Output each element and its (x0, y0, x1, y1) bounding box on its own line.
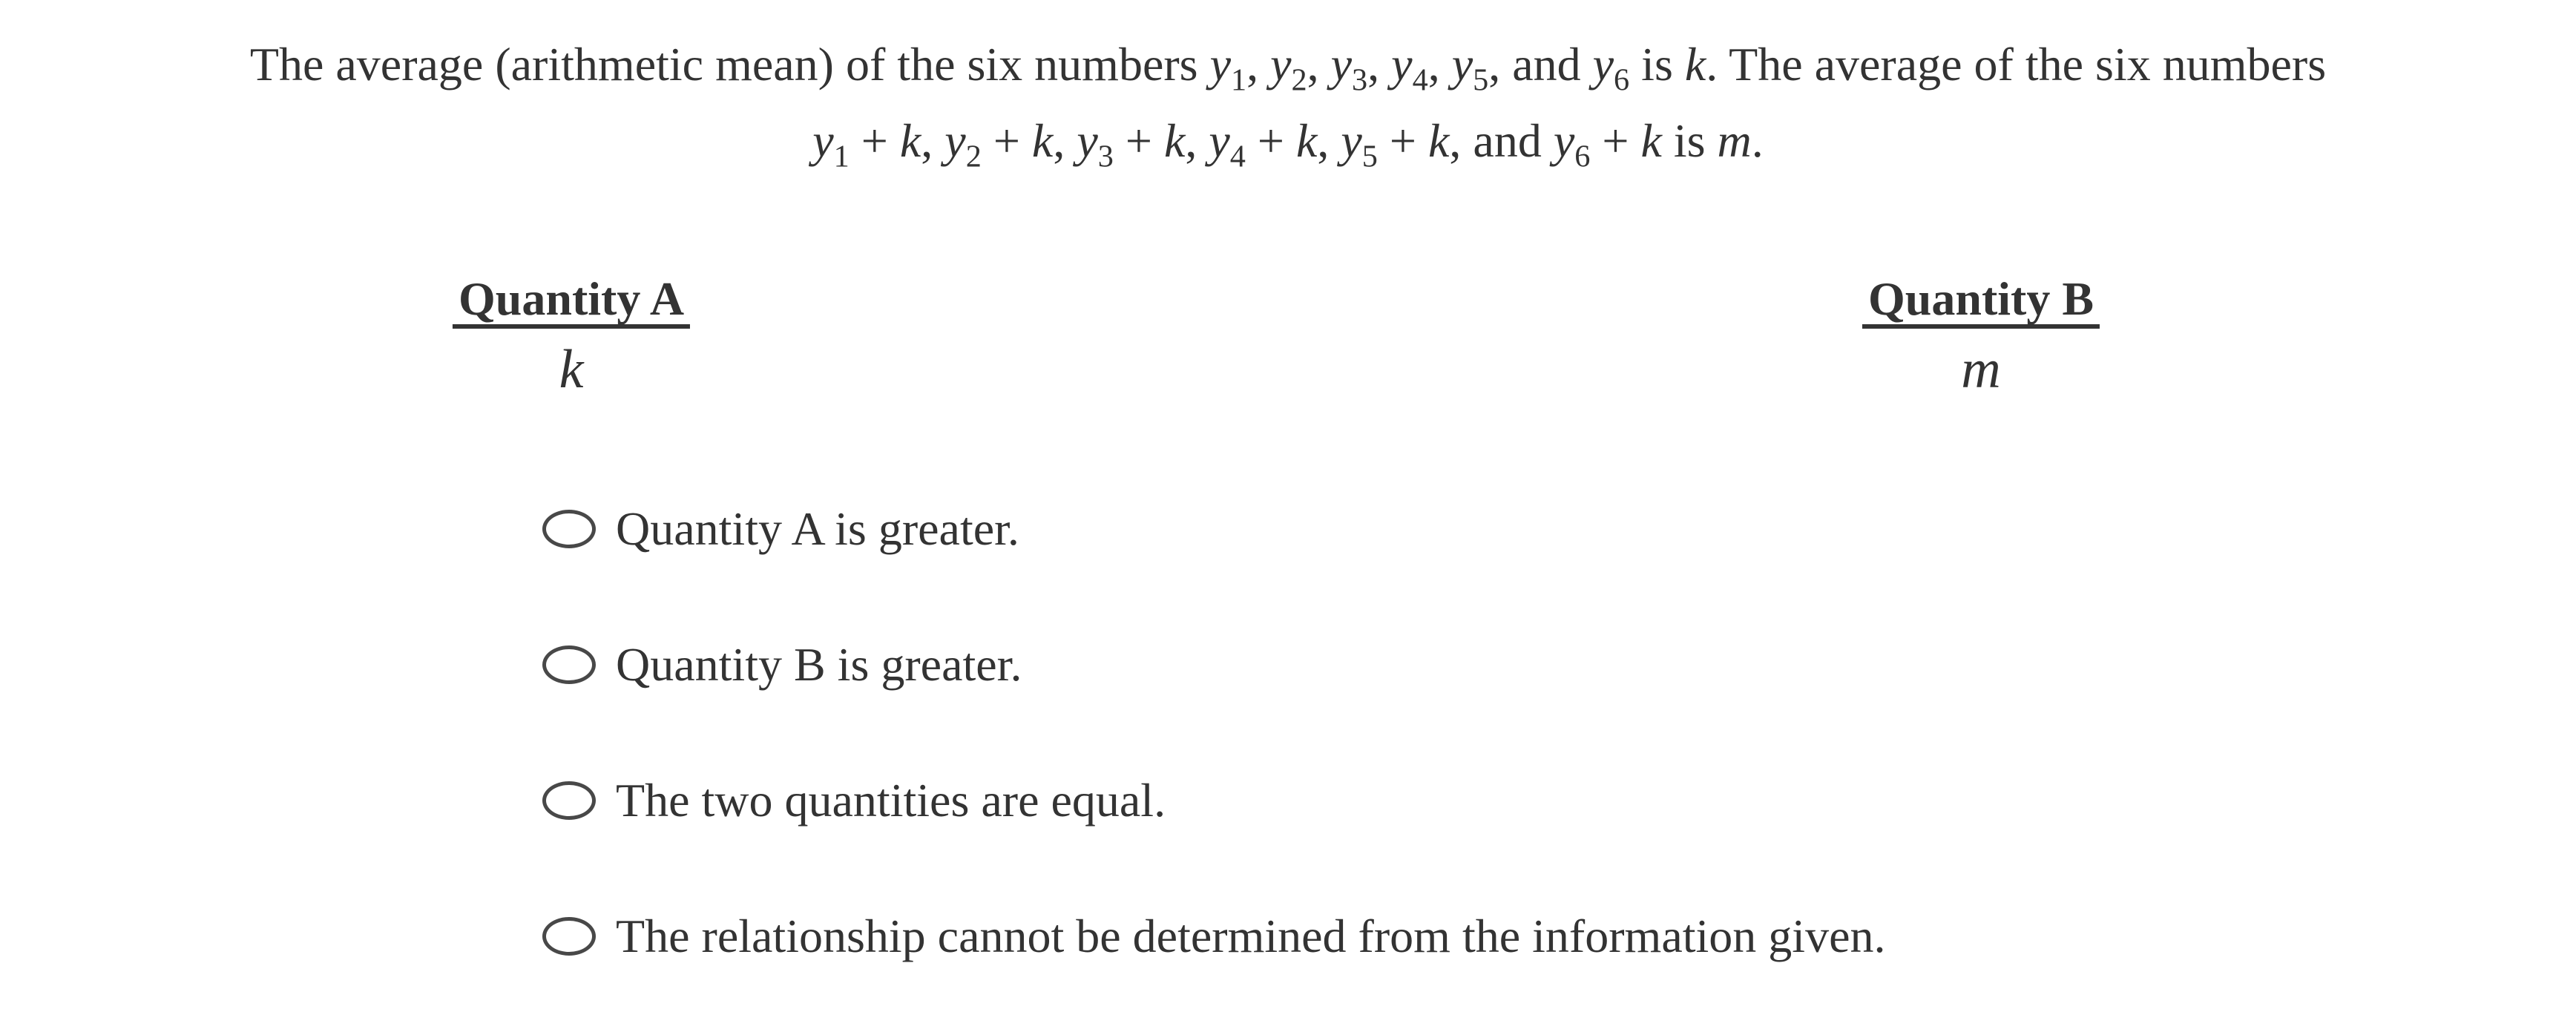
question-text-run: , (1427, 38, 1452, 91)
math-token: 1 (833, 139, 850, 174)
math-token: k (1428, 114, 1450, 167)
radio-button-icon[interactable] (542, 917, 596, 956)
answer-options (542, 502, 1885, 964)
question-text-run: + (849, 114, 900, 167)
math-token: y (1209, 38, 1231, 91)
question-text-run: , (1053, 114, 1077, 167)
math-token: 6 (1614, 62, 1630, 98)
math-token: k (1640, 114, 1662, 167)
question-stem-line-2 (0, 110, 2576, 188)
option-label: The two quantities are equal. (616, 774, 1166, 827)
math-token: y (944, 114, 966, 167)
option-label: Quantity A is greater. (616, 502, 1019, 555)
question-text-run: is (1629, 38, 1685, 91)
quantity-a-header: Quantity A (453, 275, 690, 329)
question-text-run: , (1246, 38, 1271, 91)
math-token: 4 (1229, 139, 1246, 174)
question-text-run: + (1113, 114, 1164, 167)
math-token: 1 (1230, 62, 1247, 98)
math-token: 3 (1097, 139, 1114, 174)
quantity-a-value: k (559, 339, 584, 400)
question-text-run: + (1245, 114, 1296, 167)
math-token: 2 (965, 139, 982, 174)
radio-button-icon[interactable] (542, 645, 596, 684)
math-token: y (1077, 114, 1098, 167)
option-row-quantity-b-greater[interactable] (542, 637, 1885, 692)
question-text-run: , and (1449, 114, 1554, 167)
option-row-cannot-determine[interactable] (542, 909, 1885, 964)
radio-button-icon[interactable] (542, 510, 596, 548)
question-stem-line-1 (0, 33, 2576, 112)
quantity-a-column (453, 272, 690, 400)
question-text-run: , (1317, 114, 1341, 167)
question-text-run: is (1661, 114, 1718, 167)
math-token: 4 (1412, 62, 1428, 98)
math-token: y (1391, 38, 1413, 91)
math-token: m (1717, 114, 1752, 167)
question-text-run: . (1751, 114, 1764, 167)
option-row-quantity-a-greater[interactable] (542, 502, 1885, 556)
question-text-run: . The average of the six numbers (1706, 38, 2327, 91)
question-text-run: , and (1488, 38, 1593, 91)
question-text-run: , (921, 114, 945, 167)
quantity-b-value: m (1961, 339, 2001, 400)
math-token: y (812, 114, 834, 167)
radio-button-icon[interactable] (542, 781, 596, 820)
math-token: y (1270, 38, 1292, 91)
math-token: k (1684, 38, 1706, 91)
math-token: k (1295, 114, 1318, 167)
question-text-run: , (1367, 38, 1392, 91)
math-token: y (1330, 38, 1353, 91)
math-token: k (1031, 114, 1054, 167)
question-text-run: , (1185, 114, 1209, 167)
option-label: Quantity B is greater. (616, 638, 1022, 691)
math-token: y (1553, 114, 1575, 167)
question-text-run: + (1590, 114, 1641, 167)
quantity-b-column (1862, 272, 2100, 400)
math-token: k (1163, 114, 1186, 167)
math-token: k (899, 114, 921, 167)
math-token: y (1592, 38, 1614, 91)
math-token: 5 (1473, 62, 1489, 98)
question-text-run: , (1307, 38, 1331, 91)
question-text-run: The average (arithmetic mean) of the six numbers (249, 38, 1210, 91)
option-label: The relationship cannot be determined from the information given. (616, 910, 1886, 962)
math-token: 3 (1352, 62, 1368, 98)
question-text-run: + (981, 114, 1032, 167)
math-token: y (1209, 114, 1230, 167)
math-token: y (1341, 114, 1362, 167)
option-row-quantities-equal[interactable] (542, 773, 1885, 828)
question-text-run: + (1377, 114, 1428, 167)
math-token: 6 (1574, 139, 1591, 174)
quantity-b-header: Quantity B (1862, 275, 2100, 329)
math-token: 2 (1291, 62, 1307, 98)
math-token: 5 (1361, 139, 1378, 174)
math-token: y (1451, 38, 1473, 91)
